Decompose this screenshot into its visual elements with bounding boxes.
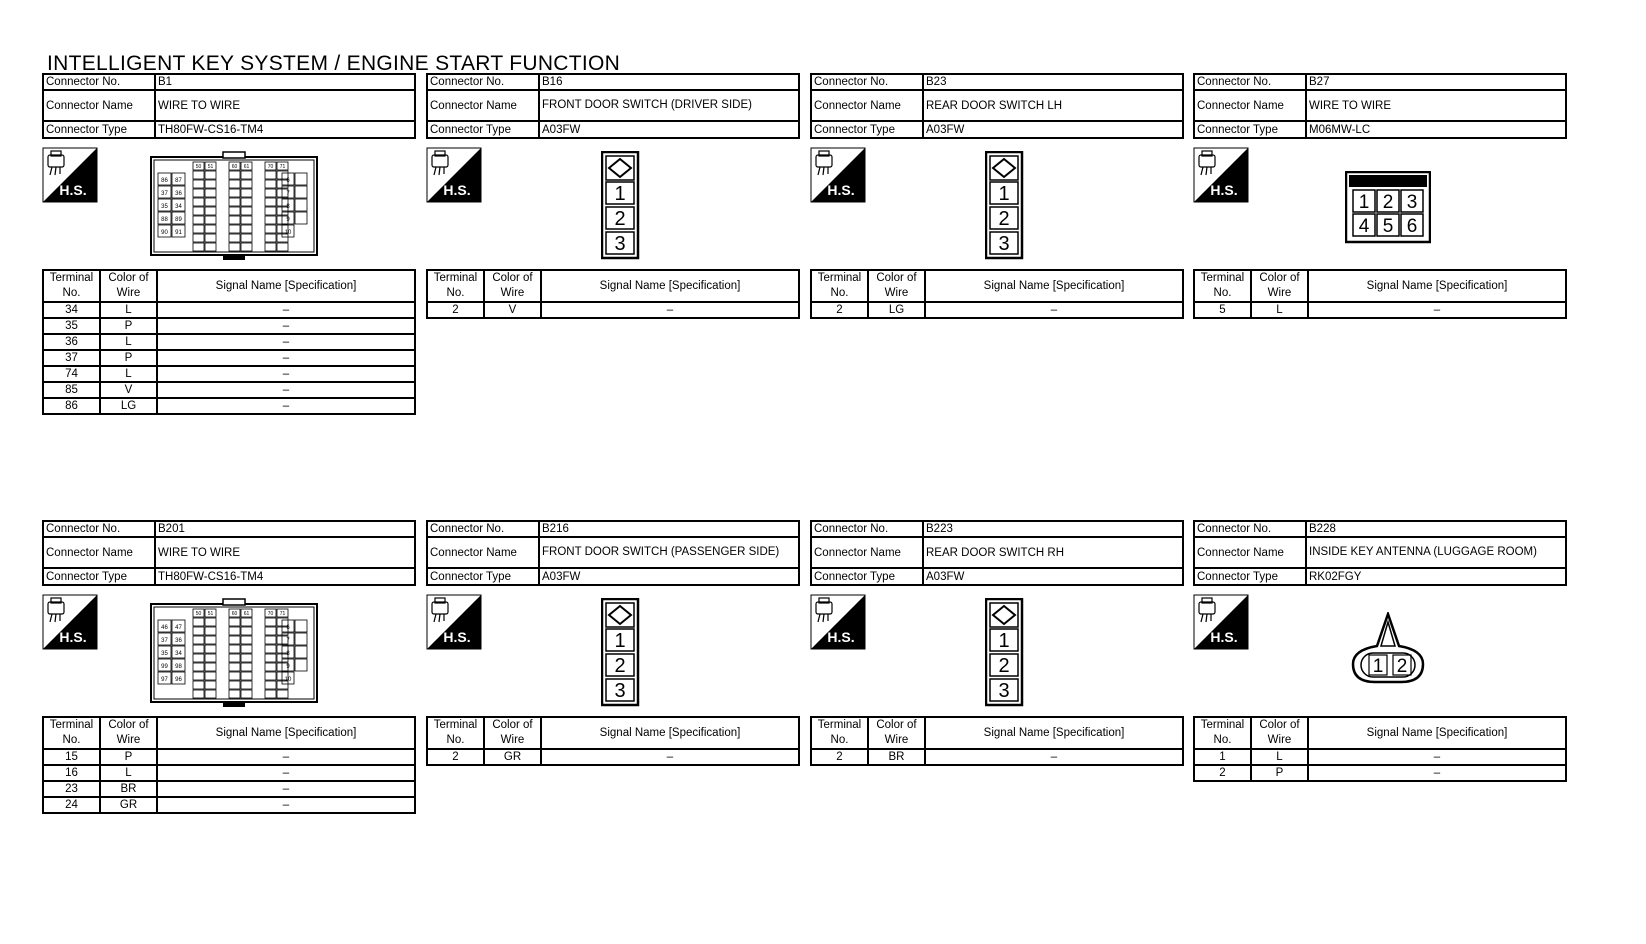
terminal-no-header: Terminal No. [427,717,484,749]
hs-label: H.S. [443,182,471,198]
pin-number: 34 [175,651,182,657]
pin-number: 36 [175,638,182,644]
connector-face-6pin [1345,171,1431,245]
pin-number: 2 [614,208,626,230]
table-row [43,749,415,765]
connector-diagram-area [426,139,800,269]
connector-type-label: Connector Type [811,121,923,138]
connector-no-value: B27 [1306,74,1566,90]
wire-color: GR [484,749,541,765]
wire-color: L [100,366,157,382]
color-of-wire-header: Color of Wire [868,270,925,302]
connector-type-value: RK02FGY [1306,568,1566,585]
wire-color: LG [100,398,157,414]
connector-type-label: Connector Type [427,568,539,585]
connector-type-label: Connector Type [811,568,923,585]
color-of-wire-header: Color of Wire [100,717,157,749]
connector-name-value: REAR DOOR SWITCH LH [923,90,1183,121]
pin-number: 37 [161,638,168,644]
terminal-no: 15 [43,749,100,765]
pin-number: 50 [195,164,202,170]
connector-type-label: Connector Type [1194,121,1306,138]
connector-no-value: B201 [155,521,415,537]
terminal-table [810,716,1184,766]
terminal-no: 1 [1194,749,1251,765]
table-row [43,797,415,813]
connector-no-value: B228 [1306,521,1566,537]
terminal-no: 24 [43,797,100,813]
terminal-no: 35 [43,318,100,334]
pin-number: 2 [1382,192,1394,213]
connector-name-value: WIRE TO WIRE [155,90,415,121]
connector-no-value: B23 [923,74,1183,90]
signal-name-header: Signal Name [Specification] [157,270,415,302]
wire-color: P [1251,765,1308,781]
connector-no-label: Connector No. [1194,74,1306,90]
pin-number: 34 [175,204,182,210]
table-row [43,398,415,414]
connector-info-table [810,73,1184,139]
terminal-table [426,269,800,319]
connector-type-label: Connector Type [43,568,155,585]
connector-name-value: REAR DOOR SWITCH RH [923,537,1183,568]
signal-name: – [157,350,415,366]
connector-name-value: INSIDE KEY ANTENNA (LUGGAGE ROOM) [1306,537,1566,568]
page-title: INTELLIGENT KEY SYSTEM / ENGINE START FUNCTION [47,52,621,75]
pin-number: 90 [161,230,168,236]
connector-no-label: Connector No. [1194,521,1306,537]
harness-side-icon [42,147,98,203]
color-of-wire-header: Color of Wire [484,717,541,749]
pin-number: 2 [1396,656,1408,677]
pin-number: 71 [279,164,286,170]
pin-number: 61 [243,164,250,170]
connector-diagram-area [810,586,1184,716]
pin-number: 3 [614,233,626,255]
signal-name-header: Signal Name [Specification] [1308,270,1566,302]
pin-number: 1 [614,183,626,205]
wire-color: BR [100,781,157,797]
terminal-no: 36 [43,334,100,350]
connector-card-b1 [42,73,416,415]
wire-color: P [100,318,157,334]
connector-card-b228 [1193,520,1567,782]
connector-card-b27 [1193,73,1567,319]
terminal-no: 2 [1194,765,1251,781]
connector-no-label: Connector No. [43,74,155,90]
pin-number: 46 [161,625,168,631]
harness-side-icon [426,147,482,203]
hs-label: H.S. [59,182,87,198]
connector-type-value: TH80FW-CS16-TM4 [155,121,415,138]
signal-name-header: Signal Name [Specification] [157,717,415,749]
connector-type-label: Connector Type [43,121,155,138]
terminal-no-header: Terminal No. [43,270,100,302]
pin-number: 70 [267,611,274,617]
terminal-no: 2 [811,749,868,765]
connector-card-b201 [42,520,416,814]
connector-card-b23 [810,73,1184,319]
table-row [43,318,415,334]
pin-number: 3 [614,680,626,702]
terminal-table [42,269,416,415]
connector-name-label: Connector Name [43,537,155,568]
hs-label: H.S. [1210,629,1238,645]
connector-name-label: Connector Name [811,537,923,568]
terminal-no: 34 [43,302,100,318]
connector-info-table [42,73,416,139]
connector-face-3pin [985,598,1025,708]
connector-no-label: Connector No. [811,521,923,537]
signal-name-header: Signal Name [Specification] [541,717,799,749]
pin-number: 99 [161,664,168,670]
connector-type-label: Connector Type [1194,568,1306,585]
connector-name-label: Connector Name [427,537,539,568]
terminal-no: 2 [811,302,868,318]
signal-name: – [925,302,1183,318]
signal-name-header: Signal Name [Specification] [541,270,799,302]
pin-number: 6 [286,625,290,631]
pin-number: 88 [161,217,168,223]
pin-number: 8 [286,651,290,657]
pin-number: 8 [286,204,290,210]
pin-number: 96 [175,677,182,683]
terminal-table [810,269,1184,319]
signal-name-header: Signal Name [Specification] [925,270,1183,302]
color-of-wire-header: Color of Wire [1251,270,1308,302]
connector-card-b223 [810,520,1184,766]
connector-no-label: Connector No. [43,521,155,537]
signal-name: – [157,765,415,781]
connector-no-label: Connector No. [427,521,539,537]
pin-number: 2 [998,208,1010,230]
connector-name-label: Connector Name [427,90,539,121]
hs-label: H.S. [1210,182,1238,198]
color-of-wire-header: Color of Wire [484,270,541,302]
table-row [811,749,1183,765]
connector-card-b16 [426,73,800,319]
pin-number: 3 [998,680,1010,702]
table-row [811,302,1183,318]
pin-number: 1 [1358,192,1370,213]
harness-side-icon [42,594,98,650]
connector-no-label: Connector No. [427,74,539,90]
pin-number: 6 [286,178,290,184]
connector-type-value: A03FW [923,121,1183,138]
connector-name-label: Connector Name [811,90,923,121]
pin-number: 2 [614,655,626,677]
signal-name-header: Signal Name [Specification] [1308,717,1566,749]
pin-number: 61 [243,611,250,617]
pin-number: 50 [195,611,202,617]
pin-number: 60 [231,611,238,617]
connector-type-value: A03FW [923,568,1183,585]
signal-name: – [157,398,415,414]
connector-diagram-area [1193,586,1567,716]
wire-color: V [484,302,541,318]
connector-type-label: Connector Type [427,121,539,138]
wire-color: L [100,334,157,350]
terminal-table [1193,269,1567,319]
terminal-no-header: Terminal No. [427,270,484,302]
terminal-no: 2 [427,749,484,765]
connector-face-2pin [1349,612,1427,688]
terminal-no: 23 [43,781,100,797]
table-row [43,781,415,797]
connector-face-3pin [601,598,641,708]
connector-face-80pin [149,151,319,263]
pin-number: 91 [175,230,182,236]
signal-name: – [925,749,1183,765]
connector-diagram-area [426,586,800,716]
pin-number: 1 [998,183,1010,205]
wire-color: P [100,350,157,366]
pin-number: 35 [161,651,168,657]
pin-number: 51 [207,164,214,170]
signal-name: – [1308,302,1566,318]
connector-info-table [426,73,800,139]
connector-info-table [810,520,1184,586]
connector-name-value: WIRE TO WIRE [155,537,415,568]
connector-type-value: A03FW [539,121,799,138]
pin-number: 47 [175,625,182,631]
connector-name-label: Connector Name [1194,90,1306,121]
terminal-no-header: Terminal No. [811,270,868,302]
connector-type-value: A03FW [539,568,799,585]
pin-number: 2 [998,655,1010,677]
hs-label: H.S. [59,629,87,645]
wire-color: V [100,382,157,398]
pin-number: 98 [175,664,182,670]
connector-type-value: M06MW-LC [1306,121,1566,138]
wire-color: BR [868,749,925,765]
pin-number: 7 [286,191,290,197]
signal-name: – [1308,749,1566,765]
pin-number: 10 [284,230,292,236]
signal-name: – [541,302,799,318]
terminal-no-header: Terminal No. [811,717,868,749]
harness-side-icon [810,594,866,650]
connector-name-value: FRONT DOOR SWITCH (PASSENGER SIDE) [539,537,799,568]
hs-label: H.S. [827,182,855,198]
terminal-no-header: Terminal No. [43,717,100,749]
pin-number: 60 [231,164,238,170]
pin-number: 9 [286,664,290,670]
pin-number: 6 [1406,216,1418,237]
terminal-no: 86 [43,398,100,414]
connector-name-label: Connector Name [1194,537,1306,568]
connector-info-table [42,520,416,586]
terminal-no: 37 [43,350,100,366]
terminal-no-header: Terminal No. [1194,270,1251,302]
table-row [43,366,415,382]
harness-side-icon [1193,147,1249,203]
harness-side-icon [426,594,482,650]
connector-type-value: TH80FW-CS16-TM4 [155,568,415,585]
pin-number: 36 [175,191,182,197]
table-row [43,350,415,366]
wire-color: L [1251,302,1308,318]
pin-number: 51 [207,611,214,617]
wire-color: GR [100,797,157,813]
connector-card-b216 [426,520,800,766]
terminal-no: 74 [43,366,100,382]
connector-no-value: B223 [923,521,1183,537]
terminal-table [1193,716,1567,782]
table-row [43,302,415,318]
color-of-wire-header: Color of Wire [100,270,157,302]
connector-face-3pin [985,151,1025,261]
signal-name-header: Signal Name [Specification] [925,717,1183,749]
pin-number: 1 [998,630,1010,652]
pin-number: 97 [161,677,168,683]
connector-no-value: B216 [539,521,799,537]
terminal-no: 5 [1194,302,1251,318]
table-row [1194,765,1566,781]
connector-name-label: Connector Name [43,90,155,121]
pin-number: 35 [161,204,168,210]
harness-side-icon [1193,594,1249,650]
table-row [1194,302,1566,318]
table-row [43,765,415,781]
pin-number: 10 [284,677,292,683]
connector-info-table [1193,73,1567,139]
wire-color: L [100,765,157,781]
pin-number: 3 [1406,192,1418,213]
wire-color: LG [868,302,925,318]
terminal-no-header: Terminal No. [1194,717,1251,749]
pin-number: 7 [286,638,290,644]
connector-diagram-area [42,586,416,716]
signal-name: – [157,318,415,334]
connector-no-value: B16 [539,74,799,90]
pin-number: 3 [998,233,1010,255]
pin-number: 70 [267,164,274,170]
terminal-no: 16 [43,765,100,781]
signal-name: – [541,749,799,765]
pin-number: 87 [175,178,182,184]
table-row [43,382,415,398]
wire-color: P [100,749,157,765]
signal-name: – [157,382,415,398]
table-row [427,302,799,318]
signal-name: – [1308,765,1566,781]
pin-number: 1 [614,630,626,652]
wire-color: L [1251,749,1308,765]
terminal-table [42,716,416,814]
pin-number: 37 [161,191,168,197]
terminal-no: 85 [43,382,100,398]
pin-number: 89 [175,217,182,223]
connector-info-table [426,520,800,586]
connector-info-table [1193,520,1567,586]
terminal-table [426,716,800,766]
connector-face-80pin [149,598,319,710]
signal-name: – [157,797,415,813]
signal-name: – [157,302,415,318]
connector-face-3pin [601,151,641,261]
signal-name: – [157,781,415,797]
connector-diagram-area [42,139,416,269]
color-of-wire-header: Color of Wire [868,717,925,749]
harness-side-icon [810,147,866,203]
table-row [1194,749,1566,765]
connector-diagram-area [810,139,1184,269]
signal-name: – [157,749,415,765]
terminal-no: 2 [427,302,484,318]
connector-name-value: WIRE TO WIRE [1306,90,1566,121]
connector-no-label: Connector No. [811,74,923,90]
pin-number: 9 [286,217,290,223]
wire-color: L [100,302,157,318]
connector-no-value: B1 [155,74,415,90]
hs-label: H.S. [827,629,855,645]
pin-number: 5 [1382,216,1394,237]
connector-name-value: FRONT DOOR SWITCH (DRIVER SIDE) [539,90,799,121]
pin-number: 86 [161,178,168,184]
signal-name: – [157,334,415,350]
connector-diagram-area [1193,139,1567,269]
pin-number: 4 [1358,216,1370,237]
signal-name: – [157,366,415,382]
color-of-wire-header: Color of Wire [1251,717,1308,749]
pin-number: 71 [279,611,286,617]
table-row [43,334,415,350]
hs-label: H.S. [443,629,471,645]
pin-number: 1 [1372,656,1384,677]
table-row [427,749,799,765]
